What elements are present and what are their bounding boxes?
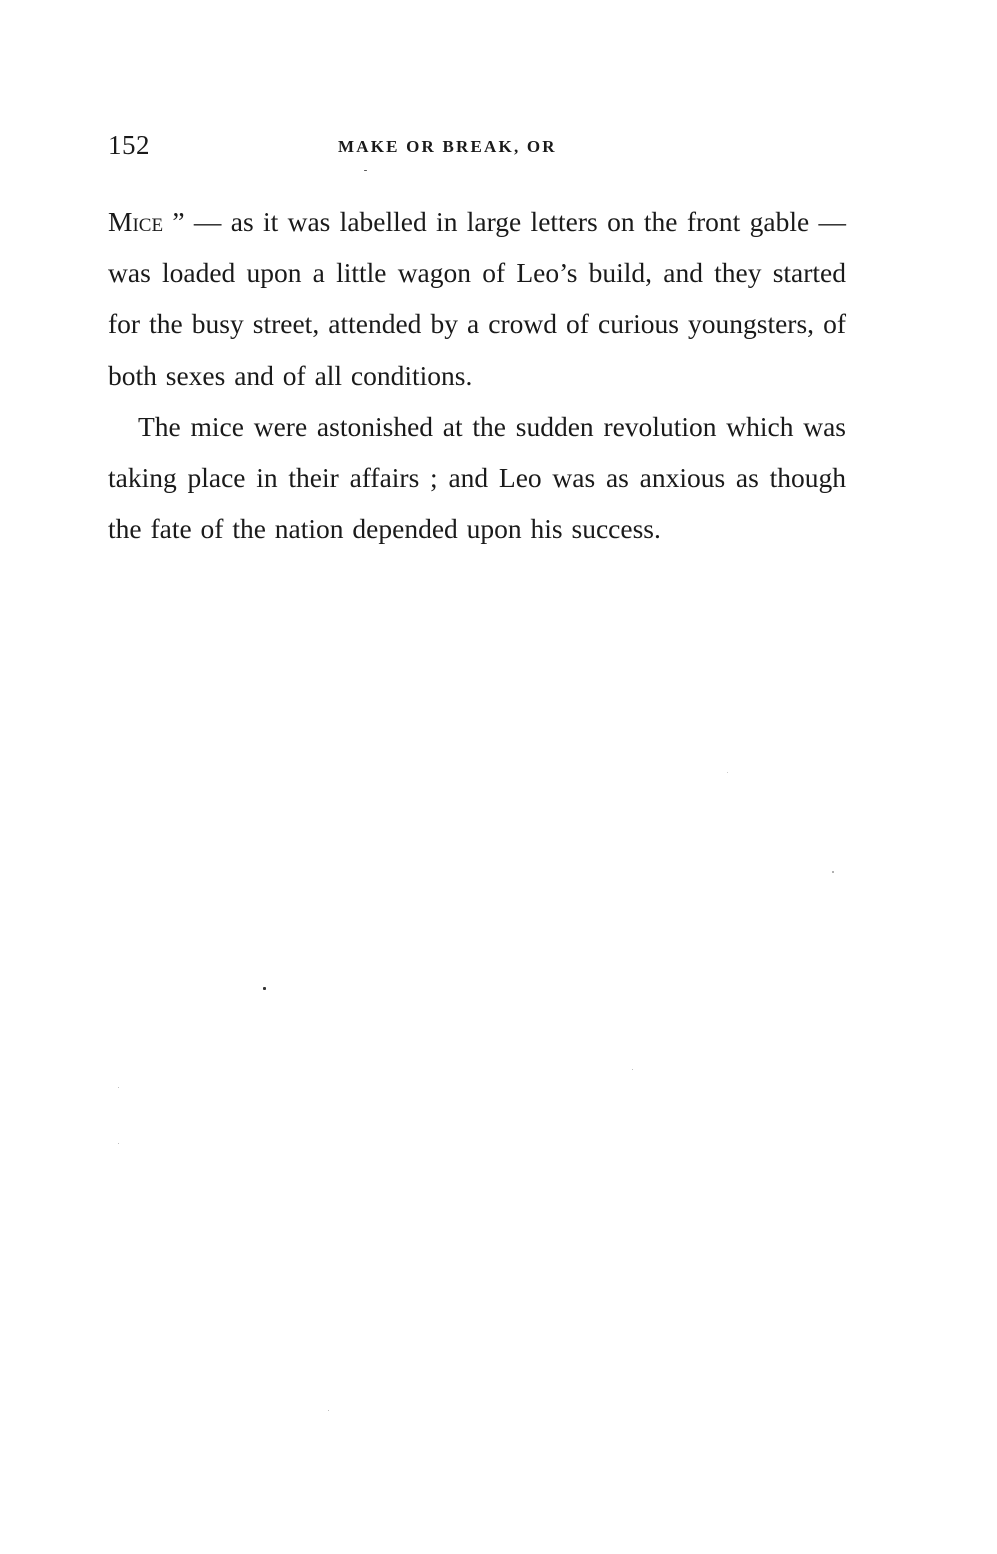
paragraph-1	[108, 196, 846, 401]
paragraph-text: ” — as it was labelled in large letters on the front gable — was loaded upon a little wagon of Leo’s build, and they started for the busy street, attended by a crowd of curious youngsters, of both sexes and of all conditions.	[108, 206, 846, 391]
scan-speck	[364, 170, 367, 171]
scan-speck	[118, 1087, 119, 1088]
paragraph-lead-word: Mice	[108, 206, 164, 237]
paragraph-2	[108, 401, 846, 555]
scan-speck	[118, 1143, 119, 1144]
running-title: MAKE OR BREAK, OR	[338, 137, 557, 156]
running-head	[108, 130, 846, 164]
body-text	[108, 196, 846, 554]
scan-speck	[727, 772, 728, 773]
scan-speck	[263, 987, 266, 990]
scan-speck	[632, 1069, 633, 1070]
scan-speck	[832, 871, 834, 873]
paragraph-text: The mice were astonished at the sudden revolution which was taking place in their affairs ; and Leo was as anxious as though the fate of the nation depended upon his success.	[108, 410, 846, 545]
scan-speck	[328, 1410, 329, 1411]
page-number: 152	[108, 130, 150, 160]
